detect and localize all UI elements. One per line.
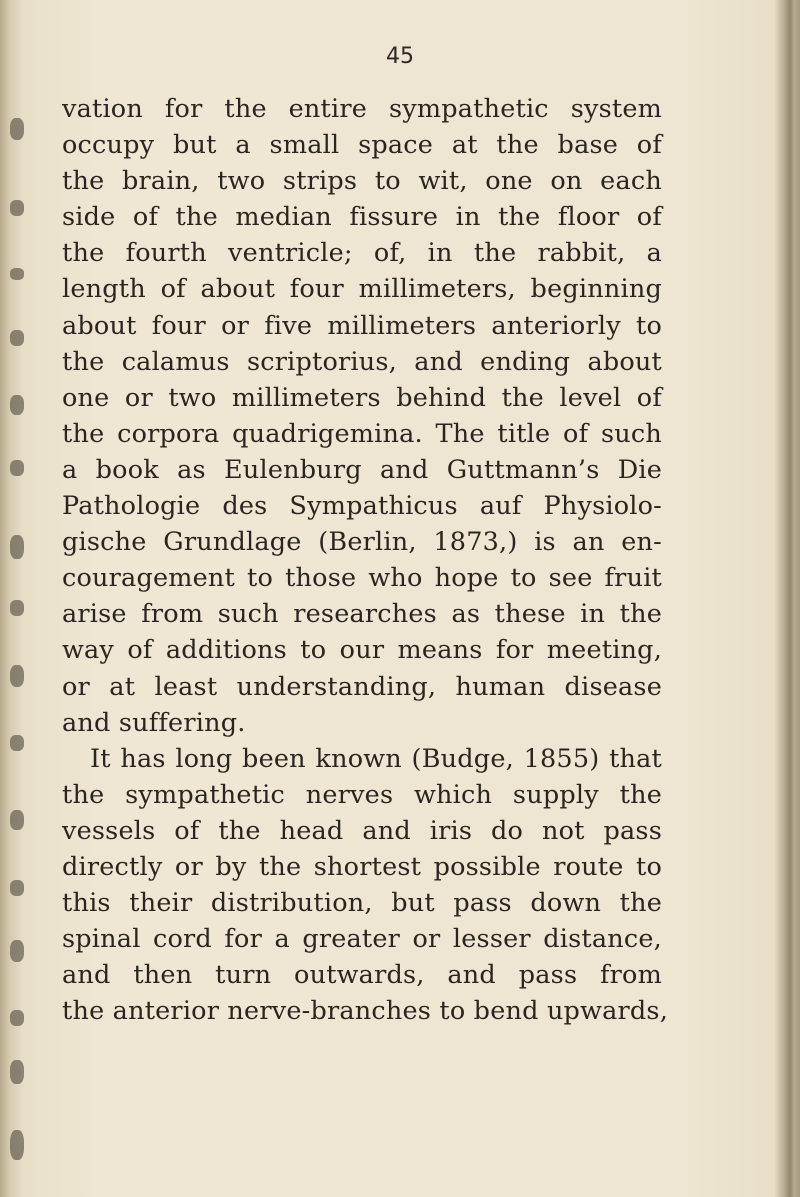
text-line: the fourth ventricle; of, in the rabbit, a [62,238,662,269]
gutter-mark [10,460,24,476]
gutter-mark [10,1060,24,1084]
gutter-mark [10,330,24,346]
page-edge-right [774,0,800,1197]
text-line: It has long been known (Budge, 1855) that [90,743,662,774]
text-line: and then turn outwards, and pass from [62,960,662,991]
text-line: way of additions to our means for meeting, [62,635,662,666]
text-line: couragement to those who hope to see fruit [62,563,662,594]
text-line: Pathologie des Sympathicus auf Physiolo- [62,491,662,522]
gutter-mark [10,810,24,830]
text-line: this their distribution, but pass down the [62,888,662,919]
gutter-mark [10,118,24,140]
gutter-mark [10,395,24,415]
body-text [62,91,669,1029]
gutter-mark [10,600,24,616]
text-line: or at least understanding, human disease [62,671,662,702]
text-line: side of the median fissure in the floor of [62,202,662,233]
text-line: one or two millimeters behind the level of [62,382,662,413]
text-line: length of about four millimeters, beginning [62,274,662,305]
gutter-mark [10,200,24,216]
gutter-mark [10,1010,24,1026]
gutter-mark [10,940,24,962]
text-line: the sympathetic nerves which supply the [62,779,662,810]
text-line: gische Grundlage (Berlin, 1873,) is an en- [62,527,662,558]
text-line: vation for the entire sympathetic system [62,94,662,124]
gutter-mark [10,880,24,896]
text-line: vessels of the head and iris do not pass [62,815,662,846]
text-line: the anterior nerve-branches to bend upwards, [62,996,669,1027]
gutter-mark [10,1130,24,1160]
text-line: occupy but a small space at the base of [62,130,662,161]
gutter-mark [10,535,24,559]
gutter-marks [10,0,36,1197]
text-line: and suffering. [62,707,246,738]
text-line: about four or five millimeters anteriorly to [62,310,662,341]
text-line: arise from such researches as these in the [62,599,662,630]
text-line: the brain, two strips to wit, one on each [62,166,662,197]
text-line: the corpora quadrigemina. The title of such [62,418,662,449]
text-line: a book as Eulenburg and Guttmann’s Die [62,454,662,485]
gutter-mark [10,268,24,280]
gutter-mark [10,735,24,751]
page-number: 45 [386,44,414,69]
gutter-mark [10,665,24,687]
text-line: directly or by the shortest possible route to [62,851,662,882]
text-line: the calamus scriptorius, and ending about [62,346,662,377]
text-line: spinal cord for a greater or lesser distance, [62,924,662,955]
